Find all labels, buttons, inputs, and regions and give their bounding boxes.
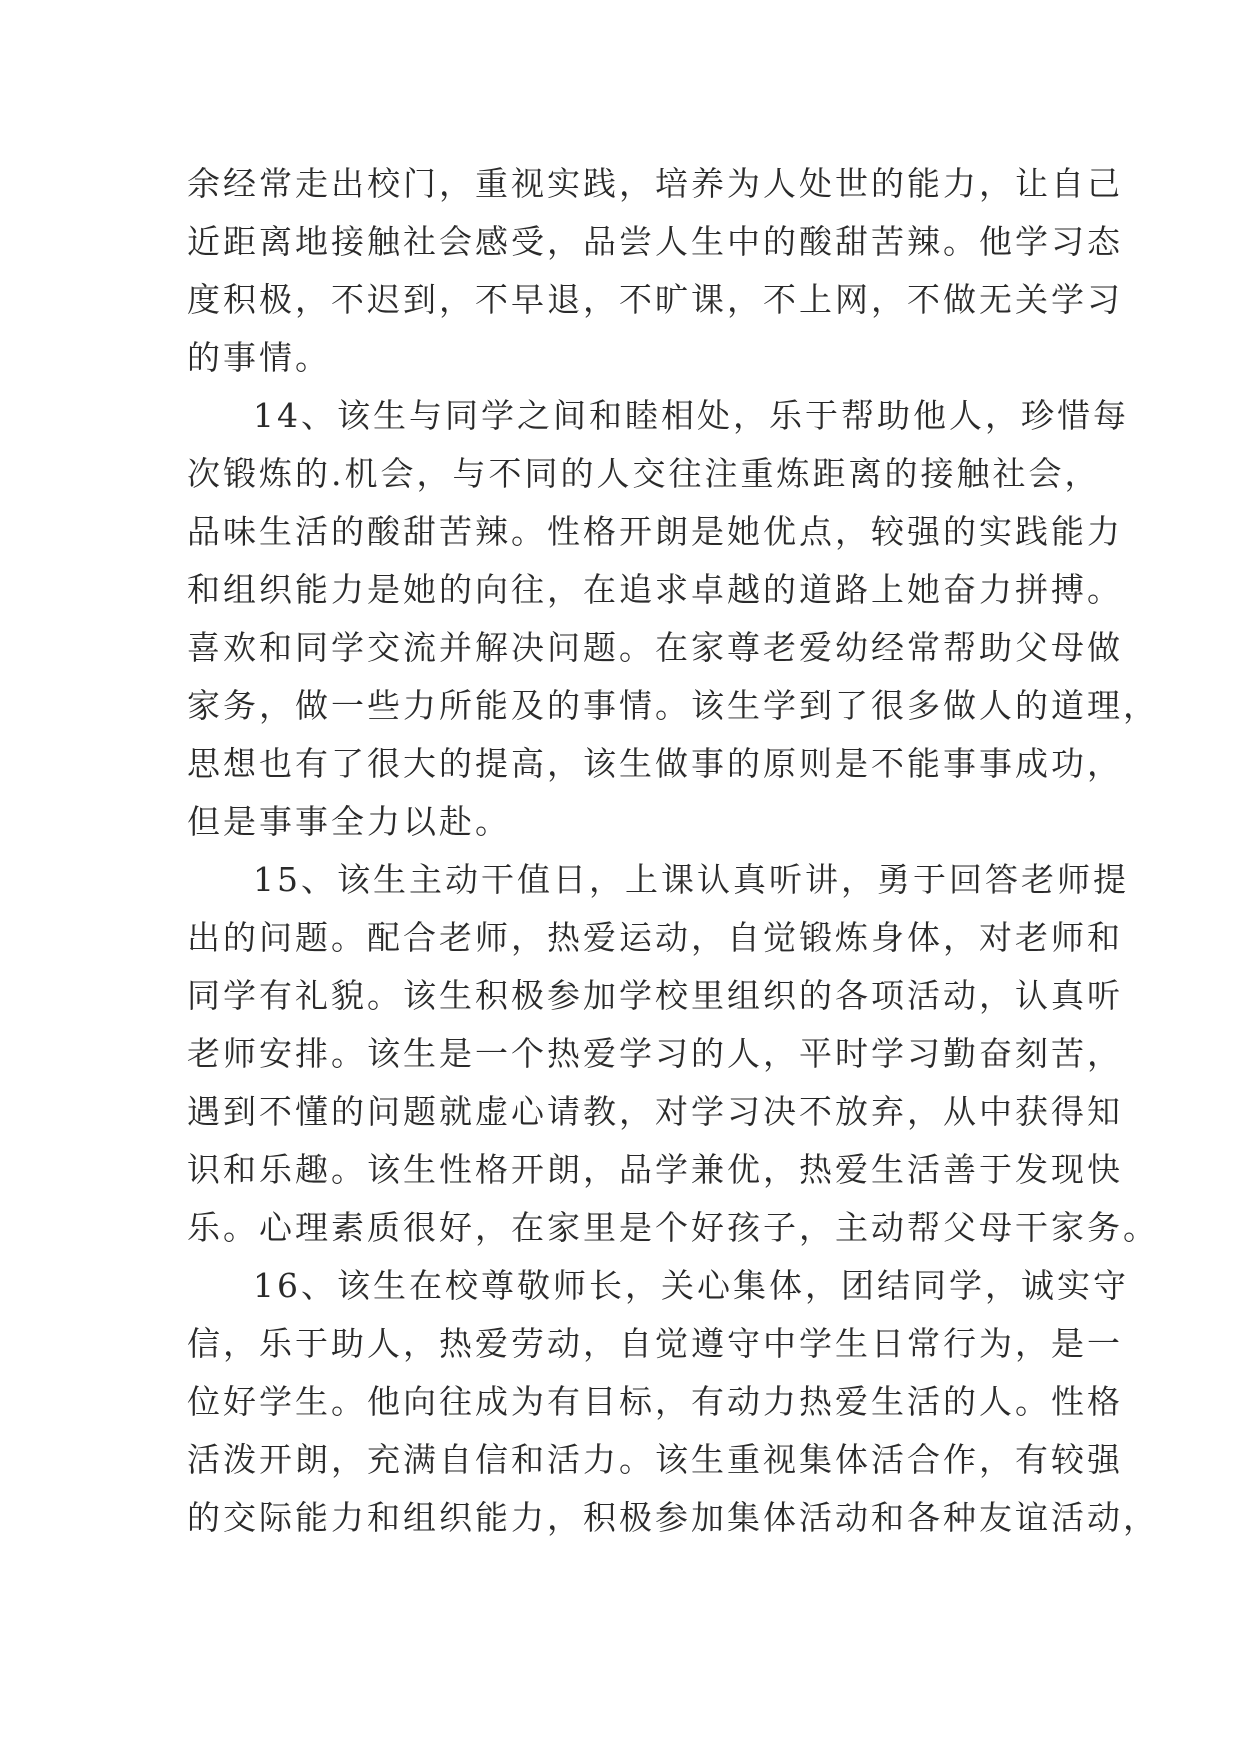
- text-line: 喜欢和同学交流并解决问题。在家尊老爱幼经常帮助父母做: [187, 628, 1123, 667]
- text-line: 家务，做一些力所能及的事情。该生学到了很多做人的道理，: [187, 686, 1159, 725]
- text-line: 同学有礼貌。该生积极参加学校里组织的各项活动，认真听: [187, 976, 1123, 1015]
- text-line: 位好学生。他向往成为有目标，有动力热爱生活的人。性格: [187, 1382, 1123, 1421]
- text-line: 思想也有了很大的提高，该生做事的原则是不能事事成功，: [187, 744, 1123, 783]
- text-line: 品味生活的酸甜苦辣。性格开朗是她优点，较强的实践能力: [187, 512, 1123, 551]
- text-line: 老师安排。该生是一个热爱学习的人，平时学习勤奋刻苦，: [187, 1034, 1123, 1073]
- text-line: 和组织能力是她的向往，在追求卓越的道路上她奋力拼搏。: [187, 570, 1123, 609]
- text-line-first: 16、该生在校尊敬师长，关心集体，团结同学，诚实守: [253, 1266, 1129, 1305]
- text-line: 遇到不懂的问题就虚心请教，对学习决不放弃，从中获得知: [187, 1092, 1123, 1131]
- text-line: 出的问题。配合老师，热爱运动，自觉锻炼身体，对老师和: [187, 918, 1123, 957]
- text-line: 乐。心理素质很好，在家里是个好孩子，主动帮父母干家务。: [187, 1208, 1159, 1247]
- paragraph-13-continuation: [187, 155, 1123, 387]
- document-body: [187, 155, 1159, 1547]
- text-line: 但是事事全力以赴。: [187, 802, 511, 841]
- text-line: 次锻炼的.机会，与不同的人交往注重炼距离的接触社会，: [187, 454, 1101, 493]
- text-line: 活泼开朗，充满自信和活力。该生重视集体活合作，有较强: [187, 1440, 1123, 1479]
- paragraph-14: [187, 387, 1159, 851]
- text-line: 的事情。: [187, 338, 331, 377]
- text-line: 信，乐于助人，热爱劳动，自觉遵守中学生日常行为，是一: [187, 1324, 1123, 1363]
- text-line: 度积极，不迟到，不早退，不旷课，不上网，不做无关学习: [187, 280, 1123, 319]
- text-line: 识和乐趣。该生性格开朗，品学兼优，热爱生活善于发现快: [187, 1150, 1123, 1189]
- text-line-first: 14、该生与同学之间和睦相处，乐于帮助他人，珍惜每: [253, 396, 1129, 435]
- text-line: 余经常走出校门，重视实践，培养为人处世的能力，让自己: [187, 164, 1123, 203]
- paragraph-15: [187, 851, 1159, 1257]
- text-line-first: 15、该生主动干值日，上课认真听讲，勇于回答老师提: [253, 860, 1129, 899]
- paragraph-16: [187, 1257, 1159, 1547]
- text-line: 近距离地接触社会感受，品尝人生中的酸甜苦辣。他学习态: [187, 222, 1123, 261]
- text-line: 的交际能力和组织能力，积极参加集体活动和各种友谊活动，: [187, 1498, 1159, 1537]
